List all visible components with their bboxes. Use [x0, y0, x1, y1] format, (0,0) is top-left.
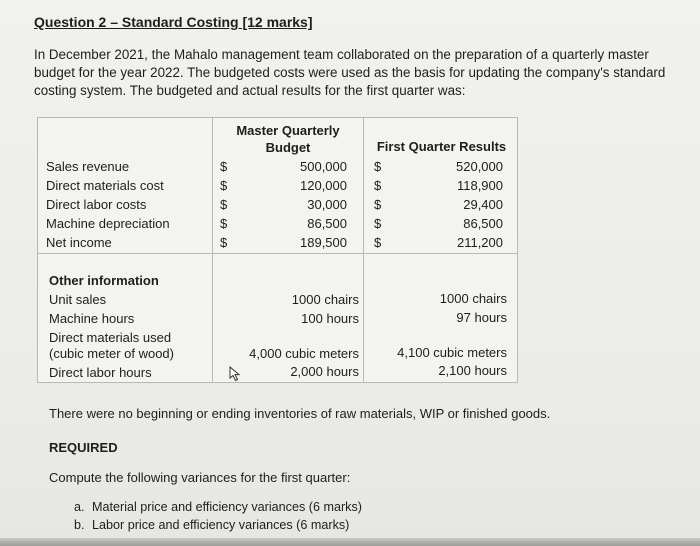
row-label-sales: Sales revenue	[46, 159, 130, 174]
intro-line-2: budget for the year 2022. The budgeted costs were used as the basis for updating the company's standard	[34, 65, 666, 80]
row-label-labor: Direct labor costs	[46, 197, 147, 212]
other-label-materials-line2: (cubic meter of wood)	[49, 346, 174, 361]
other-label-labor-hours: Direct labor hours	[49, 365, 152, 380]
actual-value-labor: 29,400	[463, 197, 503, 212]
budget-value-materials: 120,000	[300, 178, 347, 193]
actual-value-materials: 118,900	[456, 178, 503, 193]
other-actual-unit-sales: 1000 chairs	[439, 291, 507, 306]
inventory-note: There were no beginning or ending inventories of raw materials, WIP or finished goods.	[49, 406, 551, 421]
question-heading: Question 2 – Standard Costing [12 marks]	[34, 14, 313, 30]
currency-symbol: $	[220, 235, 228, 250]
budget-value-net-income: 189,500	[300, 235, 347, 250]
budget-value-labor: 30,000	[307, 197, 347, 212]
currency-symbol: $	[220, 216, 228, 231]
variance-list	[74, 498, 362, 534]
other-budget-machine-hours: 100 hours	[301, 311, 359, 326]
other-budget-labor-hours: 2,000 hours	[290, 364, 359, 379]
list-item-text: Labor price and efficiency variances (6 marks)	[92, 518, 350, 532]
list-item	[74, 516, 362, 534]
other-label-materials-line1: Direct materials used	[49, 330, 172, 345]
budget-value-sales: 500,000	[300, 159, 347, 174]
list-marker: a.	[74, 500, 85, 514]
actual-value-depreciation: 86,500	[463, 216, 503, 231]
row-label-net-income: Net income	[46, 235, 112, 250]
header-budget-line2: Budget	[265, 140, 311, 155]
currency-symbol: $	[374, 235, 382, 250]
row-label-depreciation: Machine depreciation	[46, 216, 170, 231]
header-budget	[227, 122, 349, 156]
other-budget-unit-sales: 1000 chairs	[291, 292, 359, 307]
currency-symbol: $	[374, 197, 382, 212]
task-instruction: Compute the following variances for the first quarter:	[49, 470, 351, 485]
budget-value-depreciation: 86,500	[307, 216, 347, 231]
row-label-materials: Direct materials cost	[46, 178, 164, 193]
currency-symbol: $	[220, 197, 228, 212]
currency-symbol: $	[374, 159, 382, 174]
header-budget-line1: Master Quarterly	[236, 123, 340, 138]
intro-line-3: costing system. The budgeted and actual results for the first quarter was:	[34, 83, 466, 98]
taskbar-strip	[0, 538, 700, 546]
other-actual-labor-hours: 2,100 hours	[438, 363, 507, 378]
currency-symbol: $	[220, 178, 228, 193]
required-heading: REQUIRED	[49, 440, 118, 455]
other-info-title: Other information	[49, 273, 159, 288]
list-item	[74, 498, 362, 516]
other-actual-materials-used: 4,100 cubic meters	[397, 345, 507, 360]
budget-table	[37, 117, 518, 383]
other-label-unit-sales: Unit sales	[49, 292, 107, 307]
intro-paragraph	[34, 46, 689, 100]
other-actual-machine-hours: 97 hours	[456, 310, 507, 325]
list-marker: b.	[74, 518, 85, 532]
mouse-cursor-icon	[229, 366, 241, 382]
other-label-machine-hours: Machine hours	[49, 311, 135, 326]
actual-value-sales: 520,000	[456, 159, 503, 174]
currency-symbol: $	[374, 216, 382, 231]
currency-symbol: $	[374, 178, 382, 193]
other-budget-materials-used: 4,000 cubic meters	[249, 346, 359, 361]
intro-line-1: In December 2021, the Mahalo management team collaborated on the preparation of a quarterly master	[34, 47, 649, 62]
header-actual: First Quarter Results	[376, 139, 507, 154]
list-item-text: Material price and efficiency variances (6 marks)	[92, 500, 362, 514]
other-label-materials-used	[49, 330, 174, 362]
actual-value-net-income: 211,200	[456, 235, 503, 250]
currency-symbol: $	[220, 159, 228, 174]
